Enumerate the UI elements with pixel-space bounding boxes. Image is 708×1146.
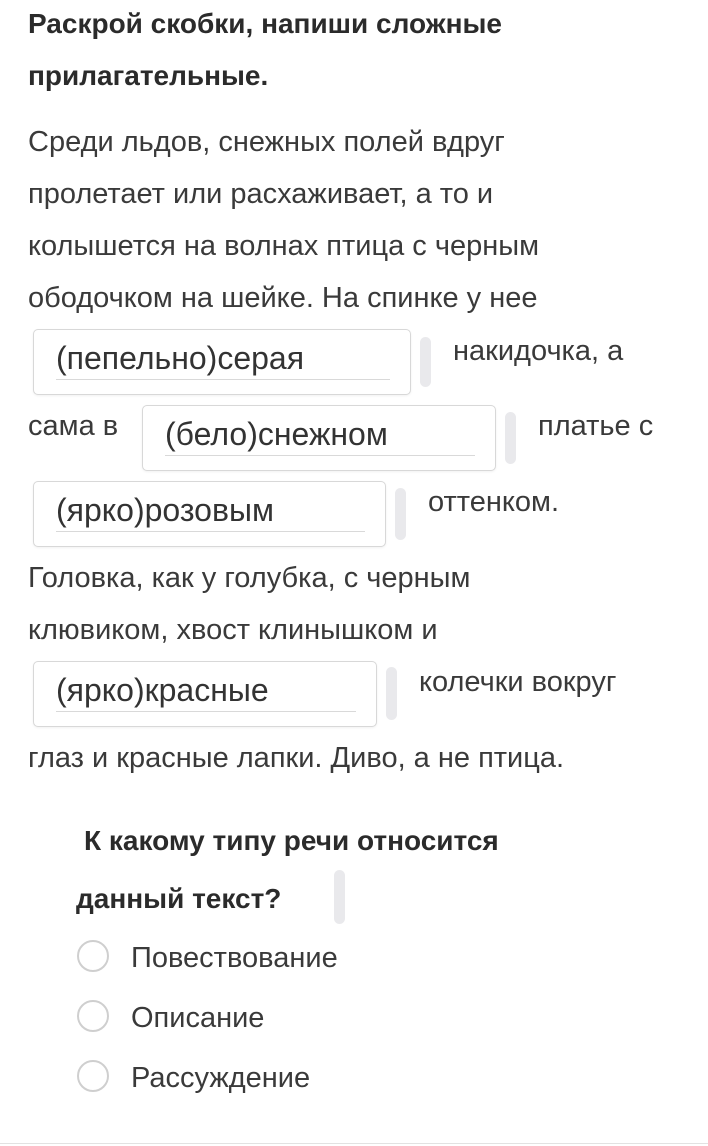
field-2-status-marker [505,412,516,464]
radio-option-1[interactable] [77,940,109,972]
text-line-2: пролетает или расхаживает, а то и [28,178,494,210]
text-line-1: Среди льдов, снежных полей вдруг [28,126,505,158]
answer-field-2[interactable] [142,405,496,471]
field-3-status-marker [395,488,406,540]
text-line-9: клювиком, хвост клинышком и [28,614,438,646]
text-after-field-4: колечки вокруг [419,666,617,698]
answer-field-2-value: (бело)снежном [165,416,388,452]
question-status-marker [334,870,345,924]
option-3-label[interactable]: Рассуждение [131,1062,311,1094]
answer-field-3-underline [56,531,365,532]
task-title-line2: прилагательные. [28,60,269,91]
answer-field-4-value: (ярко)красные [56,672,269,708]
answer-field-1-value: (пепельно)серая [56,340,305,376]
text-after-field-3: оттенком. [428,486,560,518]
question-line-1: К какому типу речи относится [84,825,499,856]
answer-field-4-underline [56,711,356,712]
text-line-11: глаз и красные лапки. Диво, а не птица. [28,742,565,774]
answer-field-2-underline [165,455,475,456]
bottom-divider [0,1143,708,1144]
task-title-line1: Раскрой скобки, напиши сложные [28,8,502,39]
question-line-2: данный текст? [76,883,282,914]
radio-option-3[interactable] [77,1060,109,1092]
field-4-status-marker [386,667,397,720]
radio-option-2[interactable] [77,1000,109,1032]
text-after-field-2: платье с [538,410,654,442]
answer-field-1[interactable] [33,329,411,395]
text-before-field-2: сама в [28,410,119,442]
field-1-status-marker [420,337,431,387]
answer-field-3-value: (ярко)розовым [56,492,274,528]
text-after-field-1: накидочка, а [453,335,624,367]
option-2-label[interactable]: Описание [131,1002,265,1034]
text-line-4: ободочком на шейке. На спинке у нее [28,282,538,314]
text-line-3: колышется на волнах птица с черным [28,230,540,262]
answer-field-1-underline [56,379,390,380]
text-line-8: Головка, как у голубка, с черным [28,562,471,594]
answer-field-4[interactable] [33,661,377,727]
answer-field-3[interactable] [33,481,386,547]
option-1-label[interactable]: Повествование [131,942,338,974]
